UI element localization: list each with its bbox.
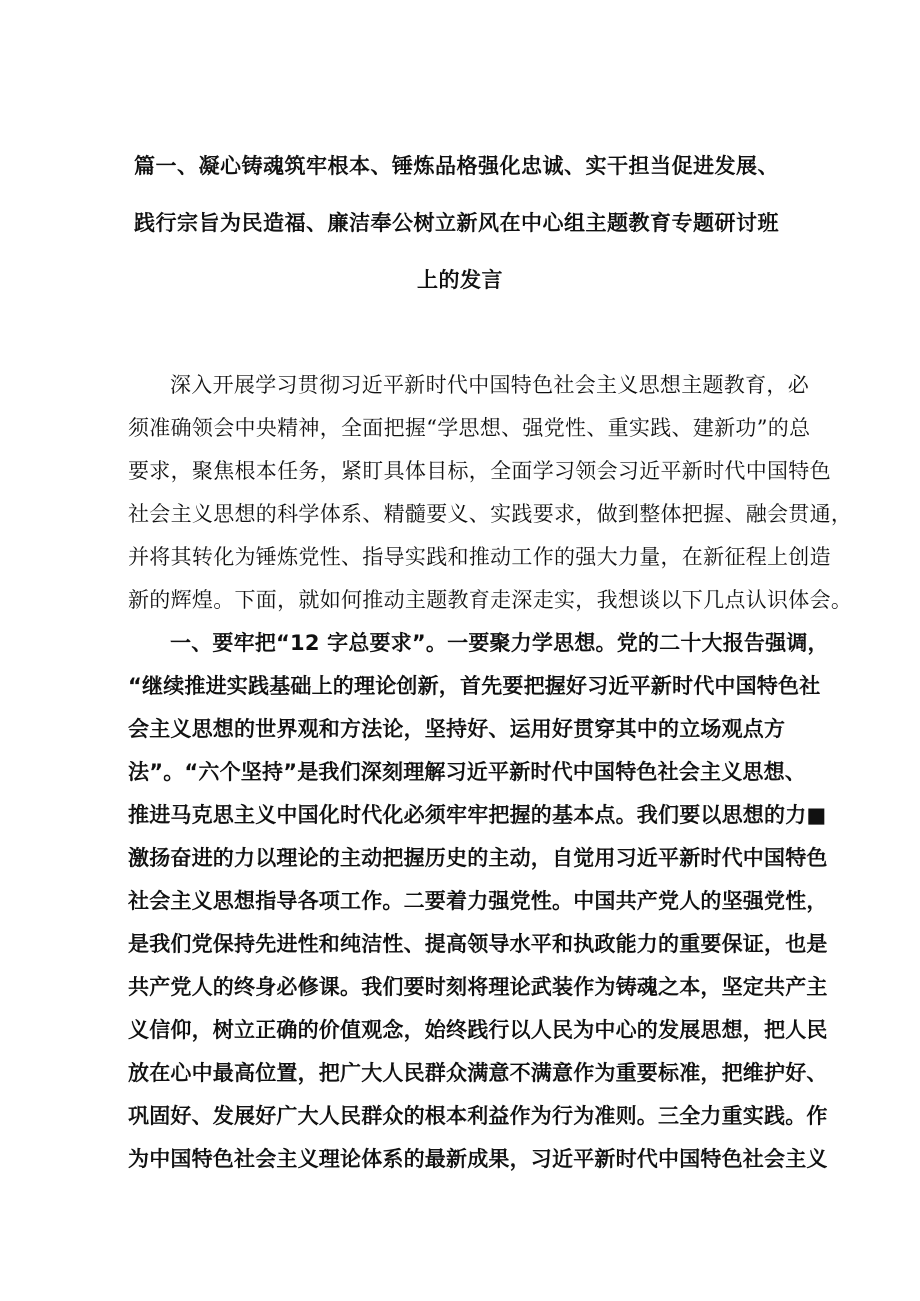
section-paragraph-line: 放在心中最高位置，把广大人民群众满意不满意作为重要标准，把维护好、	[128, 1061, 828, 1085]
section-paragraph-line: 为中国特色社会主义理论体系的最新成果，习近平新时代中国特色社会主义	[128, 1147, 828, 1171]
intro-paragraph-line: 深入开展学习贯彻习近平新时代中国特色社会主义思想主题教育，必	[170, 373, 809, 397]
section-paragraph-line: 推进马克思主义中国化时代化必须牢牢把握的基本点。我们要以思想的力■	[128, 803, 827, 827]
section-paragraph-line: 法”。“六个坚持”是我们深刻理解习近平新时代中国特色社会主义思想、	[128, 760, 807, 784]
section-paragraph-line: “继续推进实践基础上的理论创新，首先要把握好习近平新时代中国特色社	[128, 674, 821, 698]
intro-paragraph-line: 须准确领会中央精神，全面把握“学思想、强党性、重实践、建新功”的总	[128, 416, 811, 440]
intro-paragraph-line: 要求，聚焦根本任务，紧盯具体目标，全面学习领会习近平新时代中国特色	[128, 459, 831, 483]
section-paragraph-line: 激扬奋进的力以理论的主动把握历史的主动，自觉用习近平新时代中国特色	[128, 846, 828, 870]
document-title-line-1: 篇一、凝心铸魂筑牢根本、锤炼品格强化忠诚、实干担当促进发展、	[134, 154, 779, 178]
section-paragraph-line: 一、要牢把“12 字总要求”。一要聚力学思想。党的二十大报告强调，	[170, 631, 829, 655]
document-title-line-2: 践行宗旨为民造福、廉洁奉公树立新风在中心组主题教育专题研讨班	[134, 211, 779, 235]
intro-paragraph-line: 社会主义思想的科学体系、精髓要义、实践要求，做到整体把握、融会贯通，	[128, 502, 853, 526]
section-paragraph-line: 会主义思想的世界观和方法论，坚持好、运用好贯穿其中的立场观点方	[128, 717, 786, 741]
section-paragraph-line: 巩固好、发展好广大人民群众的根本利益作为行为准则。三全力重实践。作	[128, 1104, 828, 1128]
document-title-line-3: 上的发言	[417, 268, 503, 292]
section-paragraph-line: 共产党人的终身必修课。我们要时刻将理论武装作为铸魂之本，坚定共产主	[128, 975, 828, 999]
section-paragraph-line: 是我们党保持先进性和纯洁性、提高领导水平和执政能力的重要保证，也是	[128, 932, 828, 956]
section-paragraph-line: 义信仰，树立正确的价值观念，始终践行以人民为中心的发展思想，把人民	[128, 1018, 828, 1042]
intro-paragraph-line: 并将其转化为锤炼党性、指导实践和推动工作的强大力量，在新征程上创造	[128, 545, 831, 569]
section-paragraph-line: 社会主义思想指导各项工作。二要着力强党性。中国共产党人的坚强党性，	[128, 889, 828, 913]
intro-paragraph-line: 新的辉煌。下面，就如何推动主题教育走深走实，我想谈以下几点认识体会。	[128, 588, 853, 612]
